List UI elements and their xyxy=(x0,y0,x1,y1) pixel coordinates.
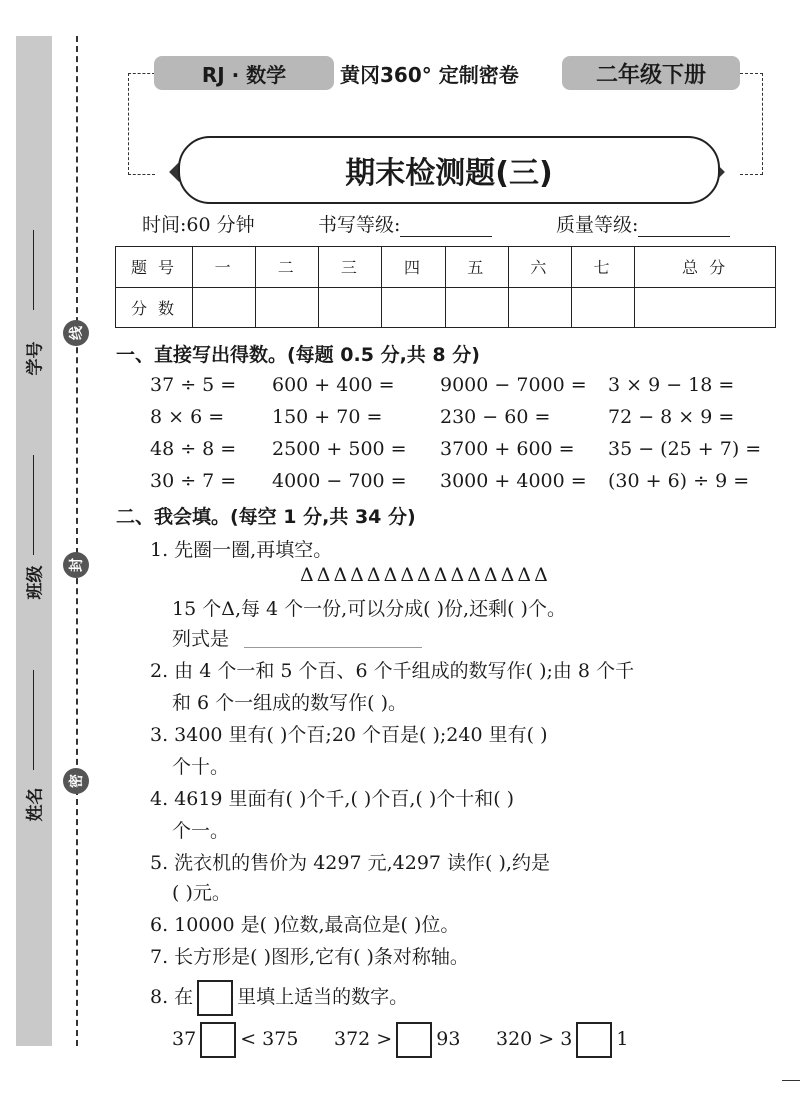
grade-badge: 二年级下册 xyxy=(562,56,740,90)
score-cell[interactable] xyxy=(508,287,571,328)
seal-seal-icon: 封 xyxy=(63,552,89,578)
q3-line2: 个十。 xyxy=(172,756,230,778)
q4-line2: 个一。 xyxy=(172,820,230,842)
q8-item xyxy=(496,1022,628,1058)
header-bracket-left xyxy=(128,73,155,175)
column-header: 三 xyxy=(319,247,382,288)
brand-name: 黄冈360° 定制密卷 xyxy=(340,62,519,87)
q8-answer-box[interactable] xyxy=(576,1022,612,1058)
quality-grade xyxy=(556,210,730,237)
score-table-header-row xyxy=(116,247,776,288)
calc-item: 30 ÷ 7 = xyxy=(150,470,237,492)
score-cell[interactable] xyxy=(256,287,319,328)
column-header: 一 xyxy=(193,247,256,288)
student-no-label: 学号 xyxy=(25,341,46,376)
name-label: 姓名 xyxy=(25,787,46,822)
q8-example-box xyxy=(197,980,233,1016)
calc-item: 3 × 9 − 18 = xyxy=(608,374,735,396)
calc-item: 150 + 70 = xyxy=(272,406,383,428)
q2-line2: 和 6 个一组成的数写作( )。 xyxy=(172,692,408,714)
calc-item: 3000 + 4000 = xyxy=(440,470,587,492)
q8-item-before: 320 > 3 xyxy=(496,1028,573,1050)
edition-badge: RJ · 数学 xyxy=(154,56,334,90)
q8-item xyxy=(334,1022,460,1058)
q5-line2: ( )元。 xyxy=(172,882,231,904)
q6: 6. 10000 是( )位数,最高位是( )位。 xyxy=(150,914,460,936)
header-bracket-right xyxy=(740,73,763,175)
q8-item-before: 372 > xyxy=(334,1028,393,1050)
score-cell[interactable] xyxy=(319,287,382,328)
quality-grade-label: 质量等级: xyxy=(556,214,639,236)
q8-suffix: 里填上适当的数字。 xyxy=(237,986,409,1008)
q2-line1: 2. 由 4 个一和 5 个百、6 个千组成的数写作( );由 8 个千 xyxy=(150,660,635,682)
column-header: 七 xyxy=(571,247,634,288)
q8-item-after: 1 xyxy=(616,1028,629,1050)
q4-line1: 4. 4619 里面有( )个千,( )个百,( )个十和( ) xyxy=(150,788,515,810)
q7: 7. 长方形是( )图形,它有( )条对称轴。 xyxy=(150,946,469,968)
name-blank[interactable] xyxy=(33,670,34,770)
row-label-question: 题 号 xyxy=(116,247,193,288)
score-table-score-row xyxy=(116,287,776,328)
score-table xyxy=(115,246,776,328)
calc-item: (30 + 6) ÷ 9 = xyxy=(608,470,750,492)
calc-item: 230 − 60 = xyxy=(440,406,551,428)
exam-time: 时间:60 分钟 xyxy=(142,214,255,236)
column-header: 二 xyxy=(256,247,319,288)
score-cell[interactable] xyxy=(382,287,445,328)
writing-grade xyxy=(318,210,492,237)
cut-line xyxy=(76,36,78,1046)
row-label-score: 分 数 xyxy=(116,287,193,328)
q8-title xyxy=(150,980,408,1016)
class-label: 班级 xyxy=(25,565,46,600)
column-header: 六 xyxy=(508,247,571,288)
q8-item-before: 37 xyxy=(172,1028,197,1050)
calc-item: 3700 + 600 = xyxy=(440,438,575,460)
calc-item: 9000 − 7000 = xyxy=(440,374,587,396)
q1-formula-blank[interactable] xyxy=(244,647,422,648)
q3-line1: 3. 3400 里有( )个百;20 个百是( );240 里有( ) xyxy=(150,724,548,746)
column-header: 总 分 xyxy=(635,247,776,288)
calc-item: 72 − 8 × 9 = xyxy=(608,406,735,428)
page-edge-mark xyxy=(782,1080,800,1081)
section2-heading: 二、我会填。(每空 1 分,共 34 分) xyxy=(116,506,416,528)
q1-triangles: ΔΔΔΔΔΔΔΔΔΔΔΔΔΔΔ xyxy=(300,564,551,586)
q1-text: 15 个Δ,每 4 个一份,可以分成( )份,还剩( )个。 xyxy=(172,598,566,620)
score-cell[interactable] xyxy=(445,287,508,328)
q5-line1: 5. 洗衣机的售价为 4297 元,4297 读作( ),约是 xyxy=(150,852,550,874)
seal-secret-icon: 密 xyxy=(63,768,89,794)
page-title: 期末检测题(三) xyxy=(178,136,720,204)
score-cell[interactable] xyxy=(635,287,776,328)
q8-answer-box[interactable] xyxy=(396,1022,432,1058)
seal-line-icon: 线 xyxy=(63,320,89,346)
q8-item-after: < 375 xyxy=(240,1028,299,1050)
q8-answer-box[interactable] xyxy=(200,1022,236,1058)
calc-item: 4000 − 700 = xyxy=(272,470,407,492)
score-cell[interactable] xyxy=(193,287,256,328)
writing-grade-label: 书写等级: xyxy=(318,214,401,236)
q8-prefix: 8. 在 xyxy=(150,986,194,1008)
student-no-blank[interactable] xyxy=(33,230,34,310)
column-header: 四 xyxy=(382,247,445,288)
q1-formula-label: 列式是 xyxy=(172,628,230,650)
section1-heading: 一、直接写出得数。(每题 0.5 分,共 8 分) xyxy=(116,344,480,366)
writing-grade-blank[interactable] xyxy=(400,214,492,237)
calc-item: 48 ÷ 8 = xyxy=(150,438,237,460)
q8-item xyxy=(172,1022,298,1058)
q1-title: 1. 先圈一圈,再填空。 xyxy=(150,539,333,561)
calc-item: 8 × 6 = xyxy=(150,406,225,428)
calc-item: 600 + 400 = xyxy=(272,374,395,396)
class-blank[interactable] xyxy=(33,455,34,555)
binding-margin xyxy=(16,36,52,1046)
calc-item: 35 − (25 + 7) = xyxy=(608,438,762,460)
score-cell[interactable] xyxy=(571,287,634,328)
calc-item: 37 ÷ 5 = xyxy=(150,374,237,396)
column-header: 五 xyxy=(445,247,508,288)
q8-item-after: 93 xyxy=(436,1028,461,1050)
calc-item: 2500 + 500 = xyxy=(272,438,407,460)
quality-grade-blank[interactable] xyxy=(638,214,730,237)
